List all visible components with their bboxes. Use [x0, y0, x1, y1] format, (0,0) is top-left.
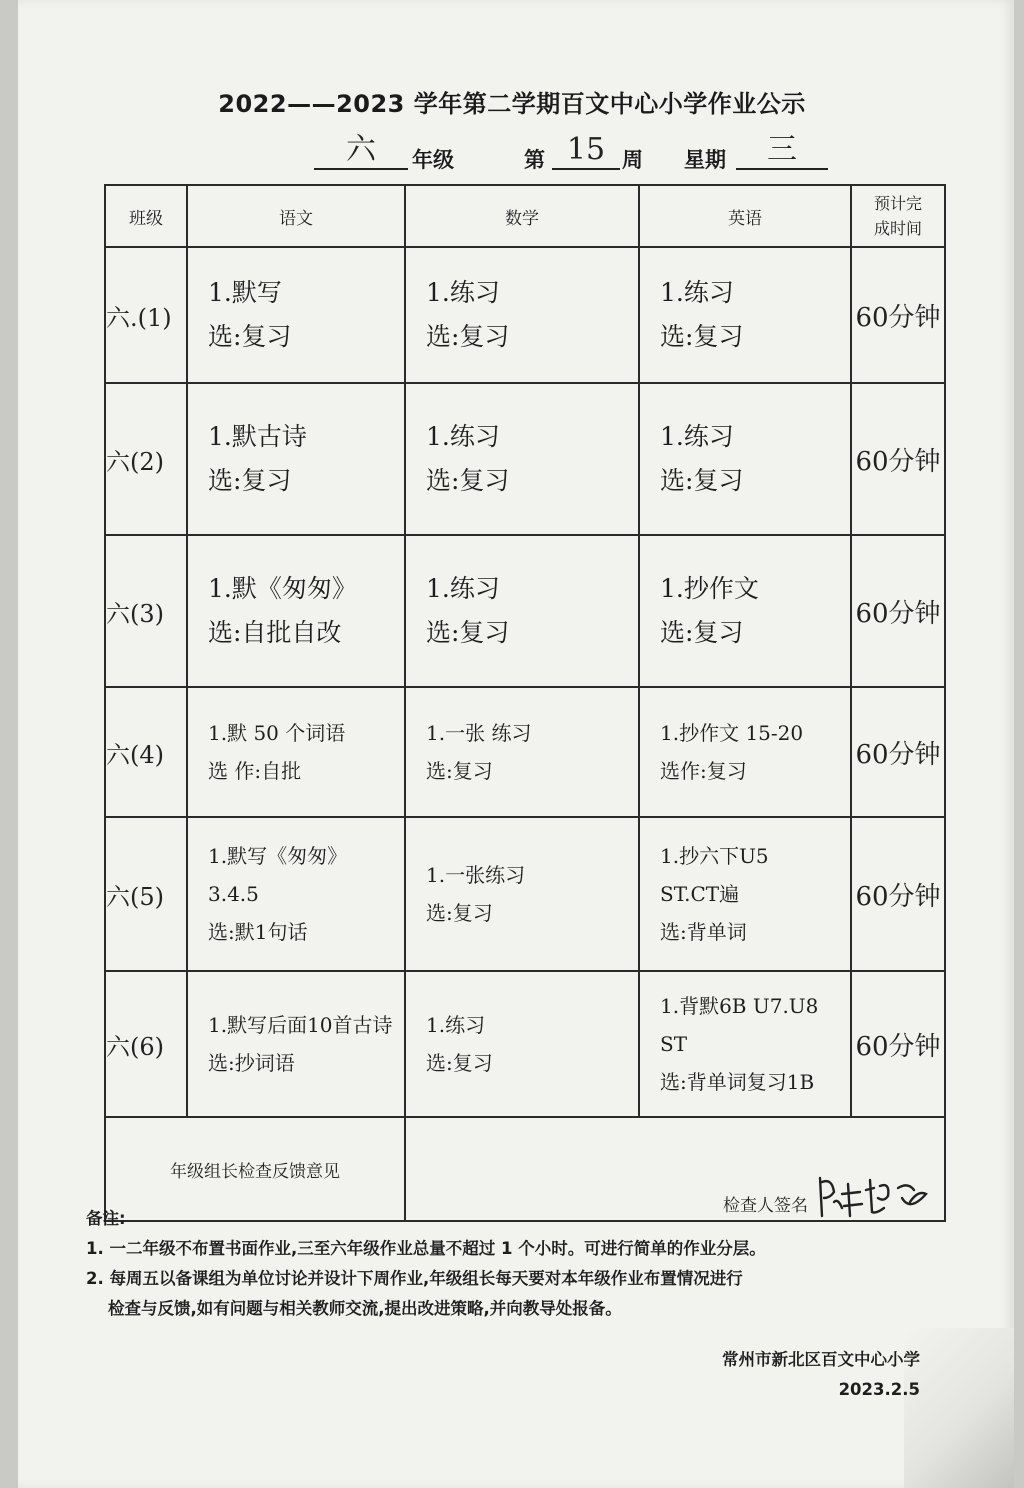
math-cell	[405, 687, 639, 817]
homework-line: 1.默《匆匆》	[208, 574, 357, 603]
note-item-2-line-2: 检查与反馈,如有问题与相关教师交流,提出改进策略,并向教导处报备。	[108, 1299, 622, 1318]
class-cell: 六(6)	[105, 971, 187, 1117]
class-cell: 六(2)	[105, 383, 187, 535]
footer-date: 2023.2.5	[838, 1380, 920, 1399]
homework-line: 1.默写	[208, 278, 282, 307]
homework-line: ST	[660, 1032, 688, 1056]
time-cell: 60分钟	[851, 383, 945, 535]
homework-line: 1.默写后面10首古诗	[208, 1013, 393, 1037]
notes-section	[86, 1204, 946, 1324]
math-cell	[405, 817, 639, 971]
homework-line: 选:复习	[660, 618, 744, 647]
note-item-2-line-1: 2. 每周五以备课组为单位讨论并设计下周作业,年级组长每天要对本年级作业布置情况进行	[86, 1269, 743, 1288]
homework-line: 1.一张练习	[426, 863, 526, 887]
homework-line: 选:复习	[660, 322, 744, 351]
homework-line: 1.默古诗	[208, 422, 307, 451]
homework-line: 1.练习	[426, 422, 500, 451]
time-cell: 60分钟	[851, 817, 945, 971]
homework-line: 选:抄词语	[208, 1051, 295, 1075]
header-time-line2: 成时间	[873, 219, 922, 238]
class-cell: 六.(1)	[105, 247, 187, 383]
class-cell: 六(3)	[105, 535, 187, 687]
paper-fold-corner	[904, 1328, 1014, 1488]
homework-line: 1.抄作文	[660, 574, 759, 603]
english-cell	[639, 971, 851, 1117]
homework-line: 1.抄六下U5	[660, 844, 769, 868]
header-time-line1: 预计完	[873, 194, 922, 213]
homework-line: 1.练习	[660, 278, 734, 307]
homework-line: 选:复习	[208, 466, 292, 495]
time-cell: 60分钟	[851, 971, 945, 1117]
english-cell	[639, 535, 851, 687]
homework-line: 1.练习	[426, 278, 500, 307]
homework-line: 1.抄作文 15-20	[660, 721, 804, 745]
english-cell	[639, 247, 851, 383]
footer-school: 常州市新北区百文中心小学	[722, 1350, 920, 1369]
homework-line: 选:背单词	[660, 920, 747, 944]
english-cell	[639, 687, 851, 817]
homework-line: 选:复习	[208, 322, 292, 351]
homework-line: 1.一张 练习	[426, 721, 532, 745]
math-cell	[405, 535, 639, 687]
homework-line: 选:复习	[426, 759, 493, 783]
table-row	[105, 687, 945, 817]
header-math: 数学	[405, 185, 639, 247]
homework-line: 选:复习	[660, 466, 744, 495]
chinese-cell	[187, 247, 405, 383]
chinese-cell	[187, 383, 405, 535]
time-cell: 60分钟	[851, 247, 945, 383]
homework-table	[104, 184, 946, 1222]
table-row	[105, 817, 945, 971]
homework-line: 选:复习	[426, 901, 493, 925]
homework-line: 选:复习	[426, 1051, 493, 1075]
weekday-label: 星期	[684, 148, 726, 172]
week-prefix: 第	[524, 148, 545, 172]
homework-line: ST.CT遍	[660, 882, 740, 906]
homework-line: 选 作:自批	[208, 759, 302, 783]
homework-line: 1.练习	[426, 574, 500, 603]
homework-line: 选:背单词复习1B	[660, 1070, 815, 1094]
homework-line: 1.默 50 个词语	[208, 721, 346, 745]
note-item-1: 1. 一二年级不布置书面作业,三至六年级作业总量不超过 1 个小时。可进行简单的作业分层。	[86, 1239, 766, 1258]
homework-line: 3.4.5	[208, 882, 259, 906]
chinese-cell	[187, 535, 405, 687]
week-value: 15	[552, 138, 620, 170]
week-suffix: 周	[622, 148, 643, 172]
math-cell	[405, 247, 639, 383]
feedback-label: 年级组长检查反馈意见	[105, 1117, 405, 1221]
time-cell: 60分钟	[851, 687, 945, 817]
table-row	[105, 535, 945, 687]
math-cell	[405, 383, 639, 535]
table-row	[105, 383, 945, 535]
chinese-cell	[187, 971, 405, 1117]
english-cell	[639, 383, 851, 535]
chinese-cell	[187, 817, 405, 971]
grade-label: 年级	[412, 148, 454, 172]
homework-line: 1.练习	[426, 1013, 486, 1037]
header-class: 班级	[105, 185, 187, 247]
signature-label: 检查人签名	[723, 1196, 808, 1216]
header-chinese: 语文	[187, 185, 405, 247]
homework-line: 1.背默6B U7.U8	[660, 994, 819, 1018]
header-estimated-time	[851, 185, 945, 247]
homework-line: 选:复习	[426, 322, 510, 351]
time-cell: 60分钟	[851, 535, 945, 687]
homework-line: 1.练习	[660, 422, 734, 451]
homework-line: 选:复习	[426, 618, 510, 647]
grade-value: 六	[314, 138, 408, 170]
table-header-row	[105, 185, 945, 247]
homework-line: 选作:复习	[660, 759, 747, 783]
homework-line: 1.默写《匆匆》	[208, 844, 348, 868]
homework-line: 选:自批自改	[208, 618, 342, 647]
homework-line: 选:复习	[426, 466, 510, 495]
grade-week-line	[0, 132, 1024, 178]
notes-heading: 备注:	[86, 1209, 126, 1228]
class-cell: 六(5)	[105, 817, 187, 971]
header-english: 英语	[639, 185, 851, 247]
english-cell	[639, 817, 851, 971]
math-cell	[405, 971, 639, 1117]
homework-line: 选:默1句话	[208, 920, 308, 944]
chinese-cell	[187, 687, 405, 817]
table-row	[105, 971, 945, 1117]
class-cell: 六(4)	[105, 687, 187, 817]
table-row	[105, 247, 945, 383]
weekday-value: 三	[736, 138, 828, 170]
document-title: 2022——2023 学年第二学期百文中心小学作业公示	[218, 90, 806, 118]
